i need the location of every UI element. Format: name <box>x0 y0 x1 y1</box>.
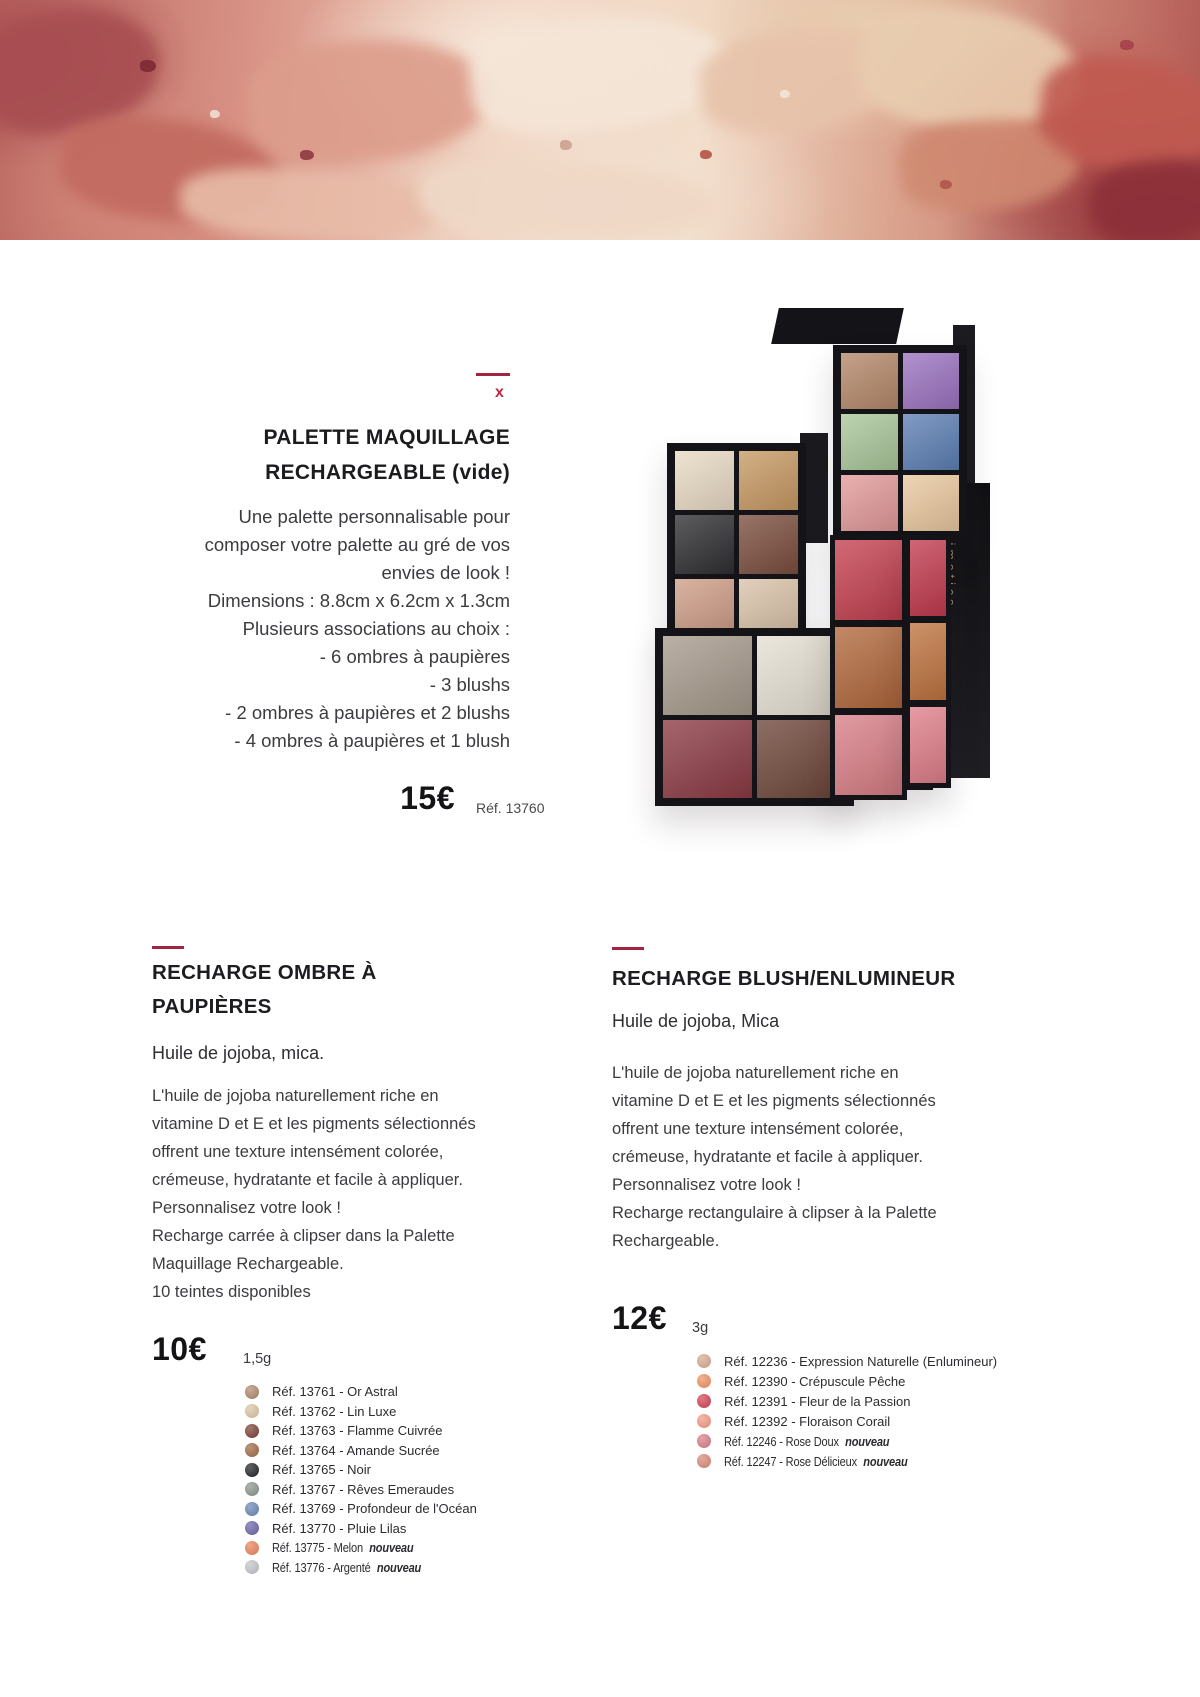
swatch-row <box>245 1558 477 1578</box>
section-accent-line <box>612 947 644 950</box>
palette-pan <box>841 414 898 470</box>
swatch-label: Réf. 13761 - Or Astral <box>272 1384 398 1400</box>
palette-pan <box>903 353 960 409</box>
palette-pan <box>675 515 734 574</box>
color-swatch-icon <box>697 1374 711 1388</box>
palette-pan <box>910 707 946 783</box>
powder-crumb <box>780 90 790 98</box>
nouveau-badge: nouveau <box>369 1540 414 1556</box>
swatch-label: Réf. 12390 - Crépuscule Pêche <box>724 1373 906 1389</box>
palette-pan <box>910 540 946 616</box>
swatch-row <box>697 1451 997 1471</box>
description-line: Une palette personnalisable pour <box>238 506 510 527</box>
blush-price: 12€ <box>612 1300 667 1336</box>
palette-pan <box>835 715 902 795</box>
palette-pan <box>739 515 798 574</box>
swatch-label: Réf. 13776 - Argenté nouveau <box>272 1559 422 1575</box>
blush-heading-line: RECHARGE BLUSH/ENLUMINEUR <box>612 967 956 990</box>
eyeshadow-price: 10€ <box>152 1331 207 1367</box>
description-line: L'huile de jojoba naturellement riche en <box>152 1087 439 1105</box>
powder-crumb <box>700 150 712 159</box>
description-line: crémeuse, hydratante et facile à appliquer. <box>612 1148 923 1166</box>
eyeshadow-palette-left <box>667 443 806 646</box>
swatch-row <box>697 1431 997 1451</box>
palette-pan <box>841 475 898 531</box>
swatch-row <box>245 1480 477 1500</box>
color-swatch-icon <box>245 1502 259 1516</box>
palette-lid-flap <box>771 308 904 344</box>
swatch-row <box>697 1351 997 1371</box>
eyeshadow-heading-line: PAUPIÈRES <box>152 995 272 1018</box>
color-swatch-icon <box>697 1394 711 1408</box>
eyeshadow-heading-line: RECHARGE OMBRE À <box>152 961 377 984</box>
color-swatch-icon <box>245 1560 259 1574</box>
description-line: - 2 ombres à paupières et 2 blushs <box>225 702 510 723</box>
description-line: - 3 blushs <box>429 674 510 695</box>
eyeshadow-heading <box>152 956 532 1024</box>
swatch-label: Réf. 12391 - Fleur de la Passion <box>724 1393 911 1409</box>
product-ref: Réf. 13760 <box>476 800 545 816</box>
blush-description <box>612 1059 1002 1255</box>
palette-pan <box>835 540 902 620</box>
description-line: vitamine D et E et les pigments sélectionnés <box>612 1092 936 1110</box>
description-line: crémeuse, hydratante et facile à appliquer. <box>152 1171 463 1189</box>
powder-crumb <box>246 32 494 168</box>
swatch-row <box>245 1499 477 1519</box>
color-swatch-icon <box>245 1404 259 1418</box>
color-swatch-icon <box>697 1434 711 1448</box>
blush-subtitle: Huile de jojoba, Mica <box>612 1011 780 1031</box>
description-line: Personnalisez votre look ! <box>612 1176 801 1194</box>
swatch-label: Réf. 12246 - Rose Doux nouveau <box>724 1433 890 1449</box>
swatch-label: Réf. 12236 - Expression Naturelle (Enlumineur) <box>724 1353 998 1369</box>
swatch-row <box>245 1441 477 1461</box>
nouveau-badge: nouveau <box>376 1559 422 1575</box>
eyeshadow-description <box>152 1082 537 1306</box>
color-swatch-icon <box>245 1482 259 1496</box>
blush-weight: 3g <box>692 1320 709 1336</box>
eyeshadow-weight: 1,5g <box>243 1351 272 1367</box>
palette-pan <box>841 353 898 409</box>
swatch-label: Réf. 12392 - Floraison Corail <box>724 1413 891 1429</box>
palette-pan <box>675 451 734 510</box>
color-swatch-icon <box>245 1541 259 1555</box>
product-photo <box>598 298 994 792</box>
palette-pan <box>663 720 752 799</box>
swatch-label: Réf. 13769 - Profondeur de l'Océan <box>272 1501 477 1517</box>
description-line: Rechargeable. <box>612 1232 720 1250</box>
description-line: Maquillage Rechargeable. <box>152 1255 344 1273</box>
description-line: Personnalisez votre look ! <box>152 1199 341 1217</box>
swatch-label: Réf. 12247 - Rose Délicieux nouveau <box>724 1453 908 1469</box>
nouveau-badge: nouveau <box>863 1453 908 1469</box>
blush-swatch-list <box>697 1351 997 1471</box>
blush-palette-panel <box>905 535 951 788</box>
product-title-line: PALETTE MAQUILLAGE <box>263 426 510 449</box>
color-swatch-icon <box>245 1443 259 1457</box>
powder-crumb <box>560 140 572 150</box>
swatch-label: Réf. 13770 - Pluie Lilas <box>272 1520 407 1536</box>
description-line: offrent une texture intensément colorée, <box>152 1143 444 1161</box>
swatch-row <box>245 1421 477 1441</box>
powder-crumb <box>178 163 441 240</box>
swatch-label: Réf. 13764 - Amande Sucrée <box>272 1442 440 1458</box>
description-line: offrent une texture intensément colorée, <box>612 1120 904 1138</box>
eyeshadow-swatch-list <box>245 1382 477 1577</box>
hero-image <box>0 0 1200 240</box>
color-swatch-icon <box>245 1385 259 1399</box>
powder-crumb <box>1120 40 1134 50</box>
product-price: 15€ <box>400 780 455 816</box>
swatch-row <box>245 1382 477 1402</box>
palette-pan <box>835 627 902 707</box>
swatch-label: Réf. 13763 - Flamme Cuivrée <box>272 1423 443 1439</box>
description-line: Recharge carrée à clipser dans la Palette <box>152 1227 455 1245</box>
description-line: Plusieurs associations au choix : <box>242 618 510 639</box>
swatch-label: Réf. 13775 - Melon nouveau <box>272 1540 414 1556</box>
swatch-row <box>245 1460 477 1480</box>
swatch-label: Réf. 13767 - Rêves Emeraudes <box>272 1481 455 1497</box>
palette-pan <box>903 414 960 470</box>
nouveau-badge: nouveau <box>845 1433 890 1449</box>
powder-crumb <box>300 150 314 160</box>
section-accent-line <box>476 373 510 376</box>
swatch-row <box>245 1519 477 1539</box>
powder-crumb <box>465 7 735 144</box>
product-title <box>140 420 510 490</box>
color-swatch-icon <box>697 1414 711 1428</box>
description-line: - 6 ombres à paupières <box>319 646 510 667</box>
description-line: vitamine D et E et les pigments sélectionnés <box>152 1115 476 1133</box>
powder-crumb <box>210 110 220 118</box>
description-line: Dimensions : 8.8cm x 6.2cm x 1.3cm <box>207 590 510 611</box>
palette-pan <box>903 475 960 531</box>
description-line: Recharge rectangulaire à clipser à la Palette <box>612 1204 937 1222</box>
description-line: 10 teintes disponibles <box>152 1283 311 1301</box>
palette-pan <box>739 451 798 510</box>
swatch-label: Réf. 13765 - Noir <box>272 1462 371 1478</box>
powder-crumb <box>140 60 156 72</box>
marker-x: x <box>495 384 504 401</box>
product-title-line: RECHARGEABLE (vide) <box>265 461 510 484</box>
eyeshadow-subtitle: Huile de jojoba, mica. <box>152 1043 325 1063</box>
swatch-label: Réf. 13762 - Lin Luxe <box>272 1403 397 1419</box>
swatch-row <box>697 1391 997 1411</box>
description-line: composer votre palette au gré de vos <box>204 534 510 555</box>
description-line: L'huile de jojoba naturellement riche en <box>612 1064 899 1082</box>
product-description <box>130 503 510 755</box>
blush-palette-panel <box>830 535 907 800</box>
swatch-row <box>245 1402 477 1422</box>
color-swatch-icon <box>697 1454 711 1468</box>
description-line: envies de look ! <box>381 562 510 583</box>
section-accent-line <box>152 946 184 949</box>
powder-crumb <box>940 180 952 189</box>
palette-pan <box>663 636 752 715</box>
color-swatch-icon <box>245 1521 259 1535</box>
swatch-row <box>697 1411 997 1431</box>
color-swatch-icon <box>697 1354 711 1368</box>
powder-crumb <box>419 155 722 240</box>
eyeshadow-palette-top <box>833 345 967 539</box>
description-line: - 4 ombres à paupières et 1 blush <box>234 730 510 751</box>
color-swatch-icon <box>245 1463 259 1477</box>
swatch-row <box>697 1371 997 1391</box>
color-swatch-icon <box>245 1424 259 1438</box>
eyeshadow-palette-bottom <box>655 628 854 806</box>
blush-heading <box>612 962 1002 996</box>
swatch-row <box>245 1538 477 1558</box>
palette-pan <box>910 623 946 699</box>
